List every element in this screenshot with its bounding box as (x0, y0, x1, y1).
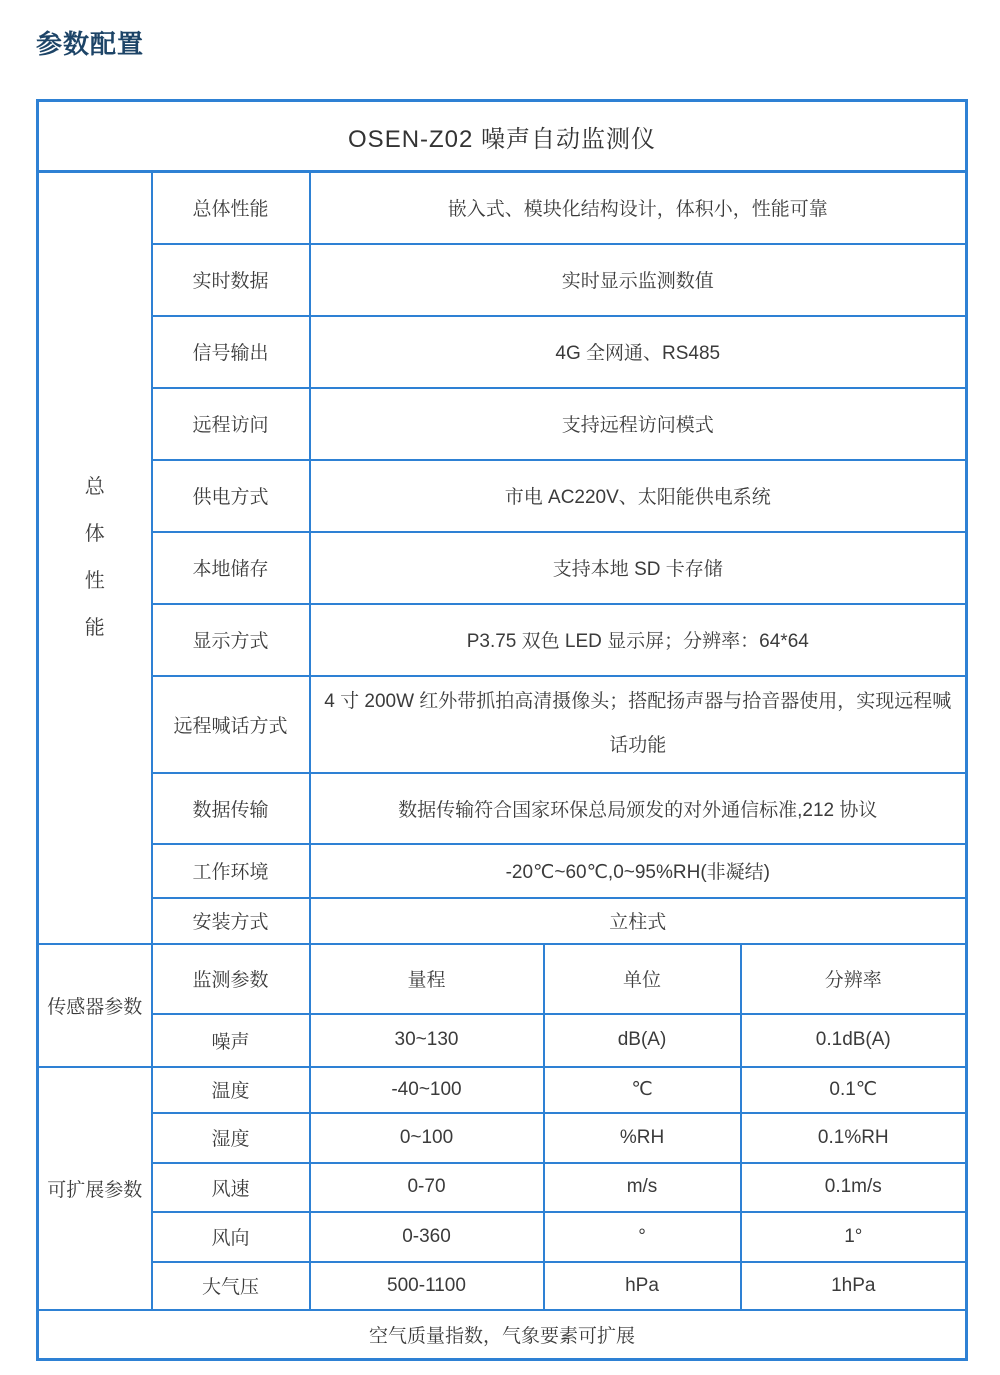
param-range: 500-1100 (310, 1262, 544, 1310)
row-value: 4 寸 200W 红外带抓拍高清摄像头；搭配扬声器与拾音器使用，实现远程喊话功能 (310, 676, 967, 773)
param-resolution: 1° (741, 1212, 967, 1262)
param-range: 0~100 (310, 1113, 544, 1163)
section-label-general (38, 172, 152, 944)
param-name: 风速 (152, 1163, 310, 1212)
row-label: 实时数据 (152, 244, 310, 316)
row-label: 远程喊话方式 (152, 676, 310, 773)
param-resolution: 0.1%RH (741, 1113, 967, 1163)
param-unit: ℃ (544, 1067, 741, 1113)
table-row (38, 460, 967, 532)
column-header: 量程 (310, 944, 544, 1014)
table-footer-note: 空气质量指数，气象要素可扩展 (38, 1310, 967, 1360)
section-label-expandable: 可扩展参数 (38, 1067, 152, 1310)
spec-table (36, 99, 968, 1361)
table-row (38, 773, 967, 844)
param-range: 0-70 (310, 1163, 544, 1212)
row-value: -20℃~60℃,0~95%RH(非凝结) (310, 844, 967, 898)
param-resolution: 0.1m/s (741, 1163, 967, 1212)
table-row (38, 1163, 967, 1212)
table-title: OSEN-Z02 噪声自动监测仪 (38, 101, 967, 172)
row-value: 立柱式 (310, 898, 967, 944)
section-label-sensor: 传感器参数 (38, 944, 152, 1067)
table-row (38, 532, 967, 604)
section-label-general-char: 能 (84, 616, 105, 639)
table-row (38, 388, 967, 460)
row-label: 安装方式 (152, 898, 310, 944)
table-row (38, 172, 967, 244)
row-value: P3.75 双色 LED 显示屏；分辨率：64*64 (310, 604, 967, 676)
table-row (38, 1262, 967, 1310)
param-range: -40~100 (310, 1067, 544, 1113)
param-unit: hPa (544, 1262, 741, 1310)
table-row (38, 1113, 967, 1163)
table-row (38, 1212, 967, 1262)
row-value: 支持远程访问模式 (310, 388, 967, 460)
param-range: 0-360 (310, 1212, 544, 1262)
row-label: 远程访问 (152, 388, 310, 460)
table-row (38, 101, 967, 172)
section-label-general-char: 性 (84, 569, 105, 592)
row-value: 市电 AC220V、太阳能供电系统 (310, 460, 967, 532)
table-row (38, 1014, 967, 1067)
row-label: 显示方式 (152, 604, 310, 676)
row-label: 总体性能 (152, 172, 310, 244)
row-value: 4G 全网通、RS485 (310, 316, 967, 388)
table-row (38, 604, 967, 676)
param-resolution: 0.1℃ (741, 1067, 967, 1113)
row-value: 数据传输符合国家环保总局颁发的对外通信标准,212 协议 (310, 773, 967, 844)
table-row (38, 844, 967, 898)
row-value: 支持本地 SD 卡存储 (310, 532, 967, 604)
row-label: 数据传输 (152, 773, 310, 844)
row-label: 信号输出 (152, 316, 310, 388)
param-name: 噪声 (152, 1014, 310, 1067)
table-row (38, 898, 967, 944)
section-label-general-char: 总 (84, 475, 105, 498)
row-label: 供电方式 (152, 460, 310, 532)
column-header: 分辨率 (741, 944, 967, 1014)
table-row (38, 944, 967, 1014)
param-resolution: 0.1dB(A) (741, 1014, 967, 1067)
param-unit: ° (544, 1212, 741, 1262)
section-label-general-char: 体 (84, 522, 105, 545)
row-value: 实时显示监测数值 (310, 244, 967, 316)
param-unit: dB(A) (544, 1014, 741, 1067)
table-row (38, 676, 967, 773)
param-name: 大气压 (152, 1262, 310, 1310)
table-row (38, 1067, 967, 1113)
column-header: 监测参数 (152, 944, 310, 1014)
param-unit: m/s (544, 1163, 741, 1212)
param-name: 风向 (152, 1212, 310, 1262)
param-resolution: 1hPa (741, 1262, 967, 1310)
table-row (38, 316, 967, 388)
table-row (38, 1310, 967, 1360)
row-label: 本地储存 (152, 532, 310, 604)
param-range: 30~130 (310, 1014, 544, 1067)
param-name: 温度 (152, 1067, 310, 1113)
page-title: 参数配置 (36, 29, 145, 59)
column-header: 单位 (544, 944, 741, 1014)
param-name: 湿度 (152, 1113, 310, 1163)
row-value: 嵌入式、模块化结构设计，体积小，性能可靠 (310, 172, 967, 244)
table-row (38, 244, 967, 316)
param-unit: %RH (544, 1113, 741, 1163)
row-label: 工作环境 (152, 844, 310, 898)
